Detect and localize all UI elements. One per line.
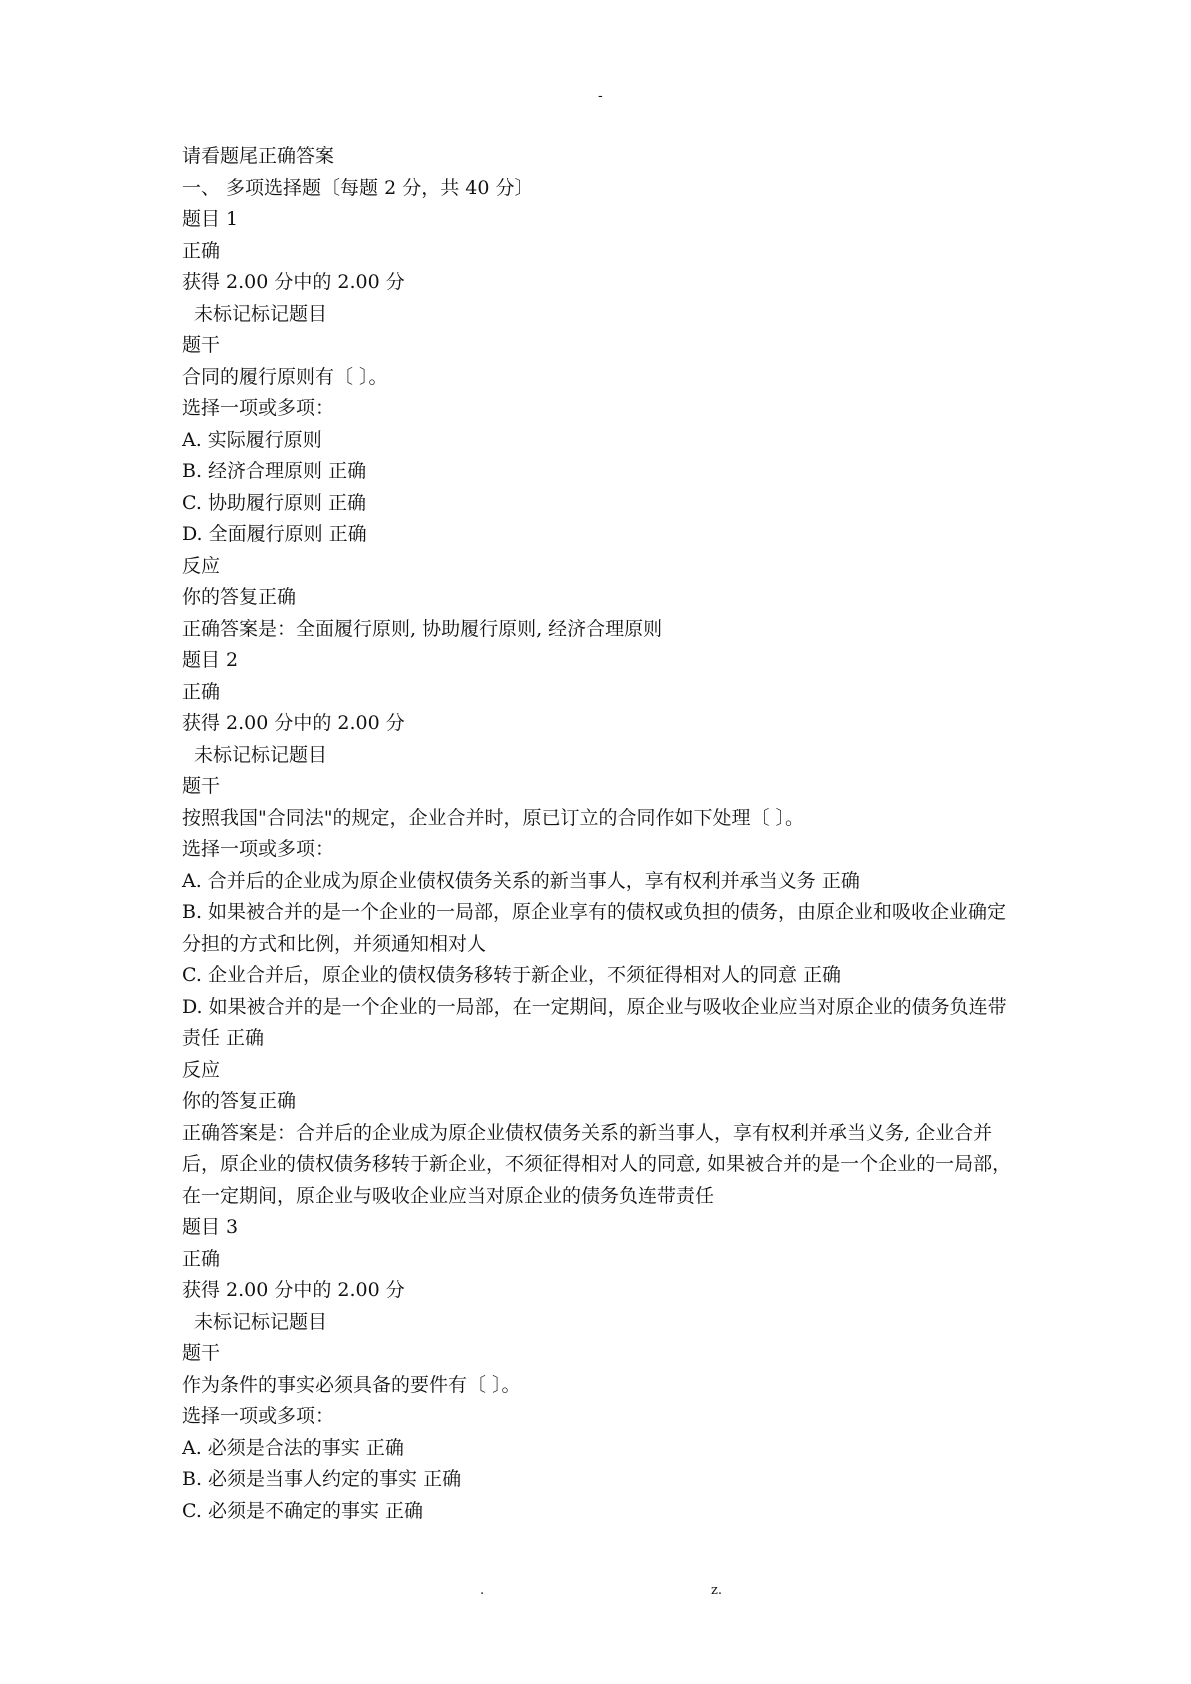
stem-label: 题干 xyxy=(182,334,221,356)
question-block xyxy=(182,204,1022,645)
question-number: 题目 2 xyxy=(182,649,239,671)
flag-question-link[interactable]: 未标记标记题目 xyxy=(194,1310,328,1333)
option-d[interactable]: D. 全面履行原则 正确 xyxy=(182,523,367,545)
stem-label: 题干 xyxy=(182,1342,221,1364)
question-block xyxy=(182,645,1022,1212)
feedback-label: 反应 xyxy=(182,554,221,577)
question-score: 获得 2.00 分中的 2.00 分 xyxy=(182,271,405,293)
option-a[interactable]: A. 合并后的企业成为原企业债权债务关系的新当事人，享有权利并承当义务 正确 xyxy=(182,869,860,892)
question-status: 正确 xyxy=(182,680,221,703)
option-c[interactable]: C. 必须是不确定的事实 正确 xyxy=(182,1499,423,1522)
page-footer-right: z. xyxy=(711,1583,722,1598)
option-c[interactable]: C. 企业合并后，原企业的债权债务移转于新企业，不须征得相对人的同意 正确 xyxy=(182,964,841,986)
choose-instruction: 选择一项或多项： xyxy=(182,397,335,419)
flag-question-link[interactable]: 未标记标记题目 xyxy=(194,302,328,325)
question-status: 正确 xyxy=(182,1247,221,1270)
intro-text: 请看题尾正确答案 xyxy=(182,145,335,167)
document-body xyxy=(182,141,1022,1527)
option-c[interactable]: C. 协助履行原则 正确 xyxy=(182,491,366,514)
your-answer: 你的答复正确 xyxy=(182,1090,297,1112)
option-d[interactable]: D. 如果被合并的是一个企业的一局部，在一定期间，原企业与吸收企业应当对原企业的债务负连带责任 正确 xyxy=(182,995,1007,1049)
section-title: 一、 多项选择题〔每题 2 分，共 40 分〕 xyxy=(182,176,534,199)
correct-answer: 正确答案是：合并后的企业成为原企业债权债务关系的新当事人，享有权利并承当义务, 企业合并后，原企业的债权债务移转于新企业，不须征得相对人的同意, 如果被合并的是一个企业的一局部，在一定期间，原企业与吸收企业应当对原企业的债务负连带责任 xyxy=(182,1121,1012,1207)
question-stem: 合同的履行原则有〔 〕。 xyxy=(182,365,388,388)
choose-instruction: 选择一项或多项： xyxy=(182,1405,335,1427)
option-b[interactable]: B. 如果被合并的是一个企业的一局部，原企业享有的债权或负担的债务，由原企业和吸收企业确定分担的方式和比例，并须通知相对人 xyxy=(182,901,1007,955)
choose-instruction: 选择一项或多项： xyxy=(182,838,335,860)
question-score: 获得 2.00 分中的 2.00 分 xyxy=(182,712,405,734)
option-b[interactable]: B. 经济合理原则 正确 xyxy=(182,460,367,482)
question-status: 正确 xyxy=(182,239,221,262)
flag-question-link[interactable]: 未标记标记题目 xyxy=(194,743,328,766)
page-footer-left: . xyxy=(480,1583,485,1598)
question-number: 题目 3 xyxy=(182,1216,239,1238)
option-a[interactable]: A. 必须是合法的事实 正确 xyxy=(182,1436,404,1459)
question-number: 题目 1 xyxy=(182,208,239,230)
stem-label: 题干 xyxy=(182,775,221,797)
correct-answer: 正确答案是：全面履行原则, 协助履行原则, 经济合理原则 xyxy=(182,617,663,640)
question-stem: 按照我国"合同法"的规定，企业合并时，原已订立的合同作如下处理〔 〕。 xyxy=(182,806,805,829)
your-answer: 你的答复正确 xyxy=(182,586,297,608)
option-a[interactable]: A. 实际履行原则 xyxy=(182,428,322,451)
question-block xyxy=(182,1212,1022,1527)
feedback-label: 反应 xyxy=(182,1058,221,1081)
question-stem: 作为条件的事实必须具备的要件有〔 〕。 xyxy=(182,1373,521,1396)
page-header-mark: - xyxy=(598,88,603,104)
option-b[interactable]: B. 必须是当事人约定的事实 正确 xyxy=(182,1468,462,1490)
question-score: 获得 2.00 分中的 2.00 分 xyxy=(182,1279,405,1301)
